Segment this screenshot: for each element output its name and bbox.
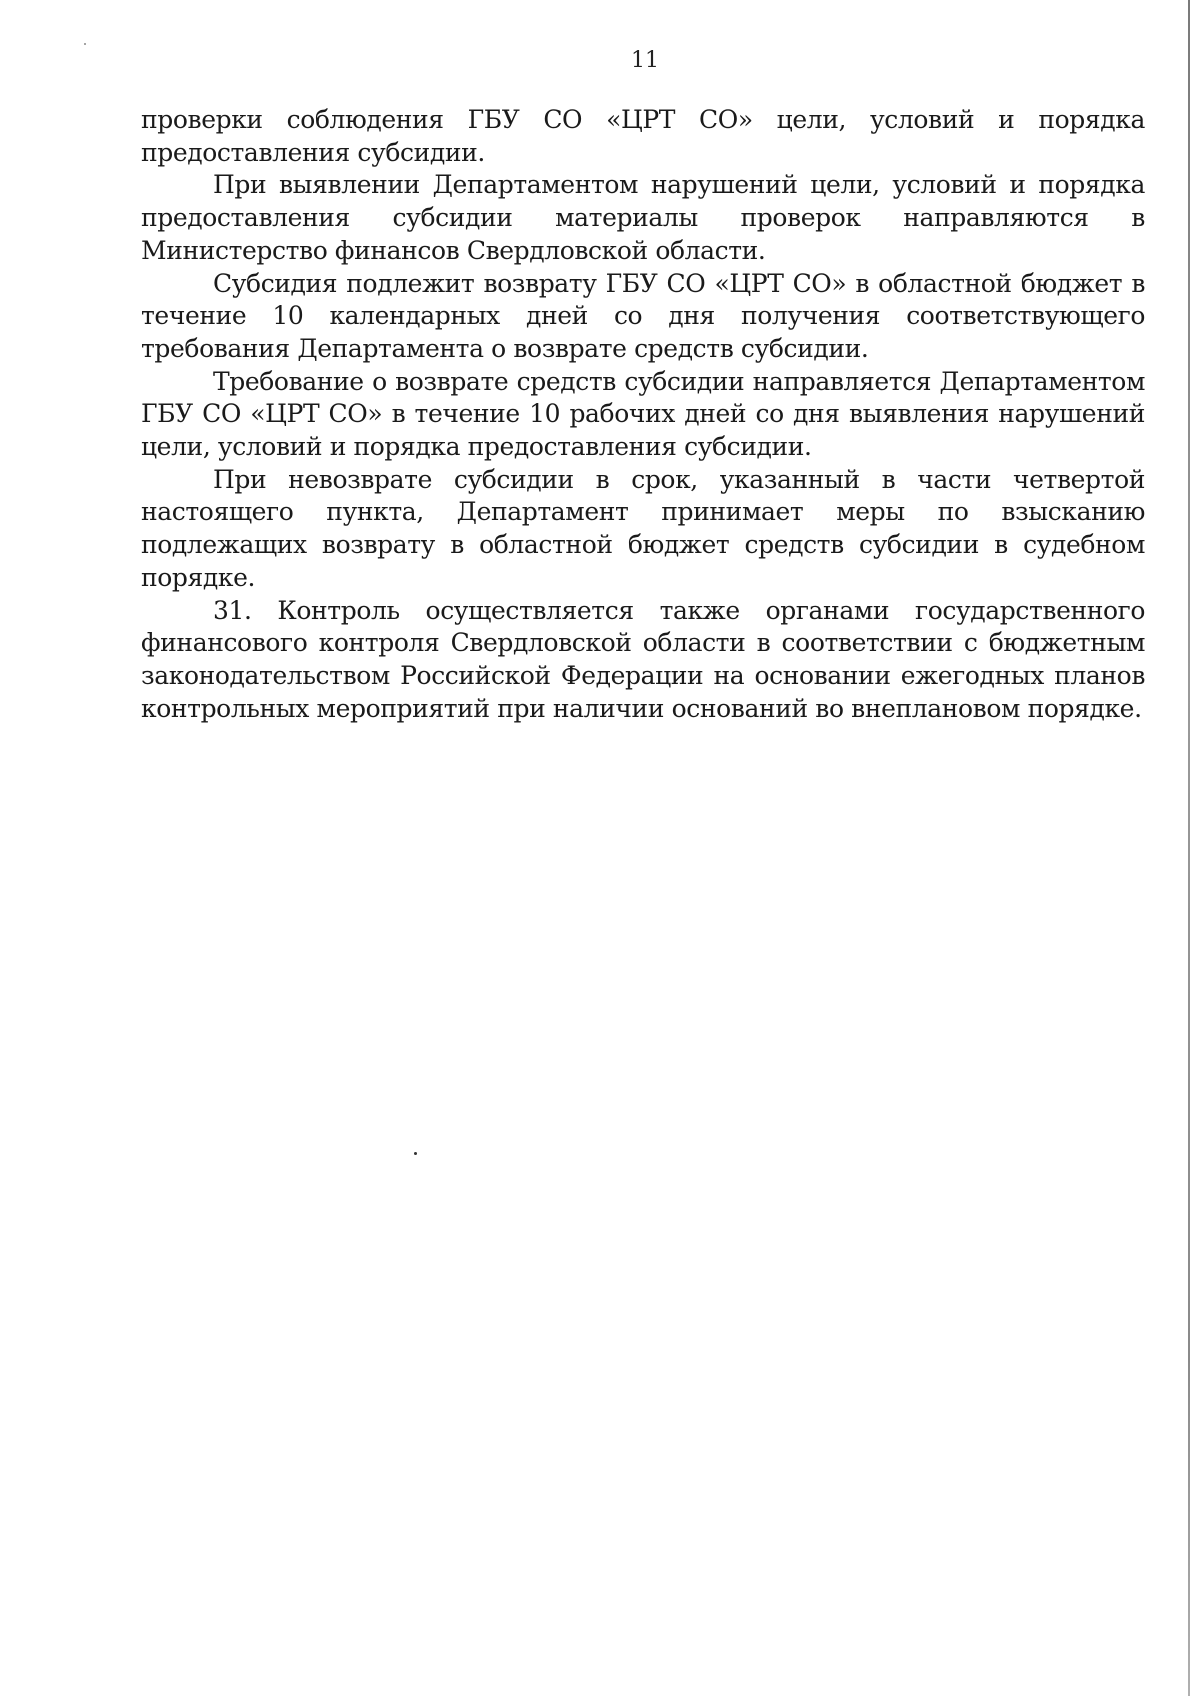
paragraph-item-31-control: 31. Контроль осуществляется также органами государственного финансового контроля Свердловской области в соответствии с бюджетным законодательством Российской Федерации на основании ежегодных планов контрольных мероприятий при наличии оснований во внеплановом порядке. [141, 595, 1145, 723]
scan-speck [414, 1152, 417, 1155]
page-number: 11 [631, 48, 659, 73]
paragraph-continuation: проверки соблюдения ГБУ СО «ЦРТ СО» цели, условий и порядка предоставления субсидии. [141, 105, 1145, 167]
paragraph-violations-reporting: При выявлении Департаментом нарушений цели, условий и порядка предоставления субсидии материалы проверок направляются в Министерство финансов Свердловской области. [141, 170, 1145, 265]
paragraph-subsidy-return: Субсидия подлежит возврату ГБУ СО «ЦРТ СО» в областной бюджет в течение 10 календарных дней со дня получения соответствующего требования Департамента о возврате средств субсидии. [141, 268, 1145, 363]
paragraph-non-return-measures: При невозврате субсидии в срок, указанный в части четвертой настоящего пункта, Департамент принимает меры по взысканию подлежащих возврату в областной бюджет средств субсидии в судебном порядке. [141, 464, 1145, 592]
scan-speck [84, 43, 86, 45]
scan-edge-line [1188, 0, 1190, 1696]
paragraph-return-requirement: Требование о возврате средств субсидии направляется Департаментом ГБУ СО «ЦРТ СО» в течение 10 рабочих дней со дня выявления нарушений цели, условий и порядка предоставления субсидии. [141, 366, 1145, 462]
document-body [141, 104, 1145, 725]
